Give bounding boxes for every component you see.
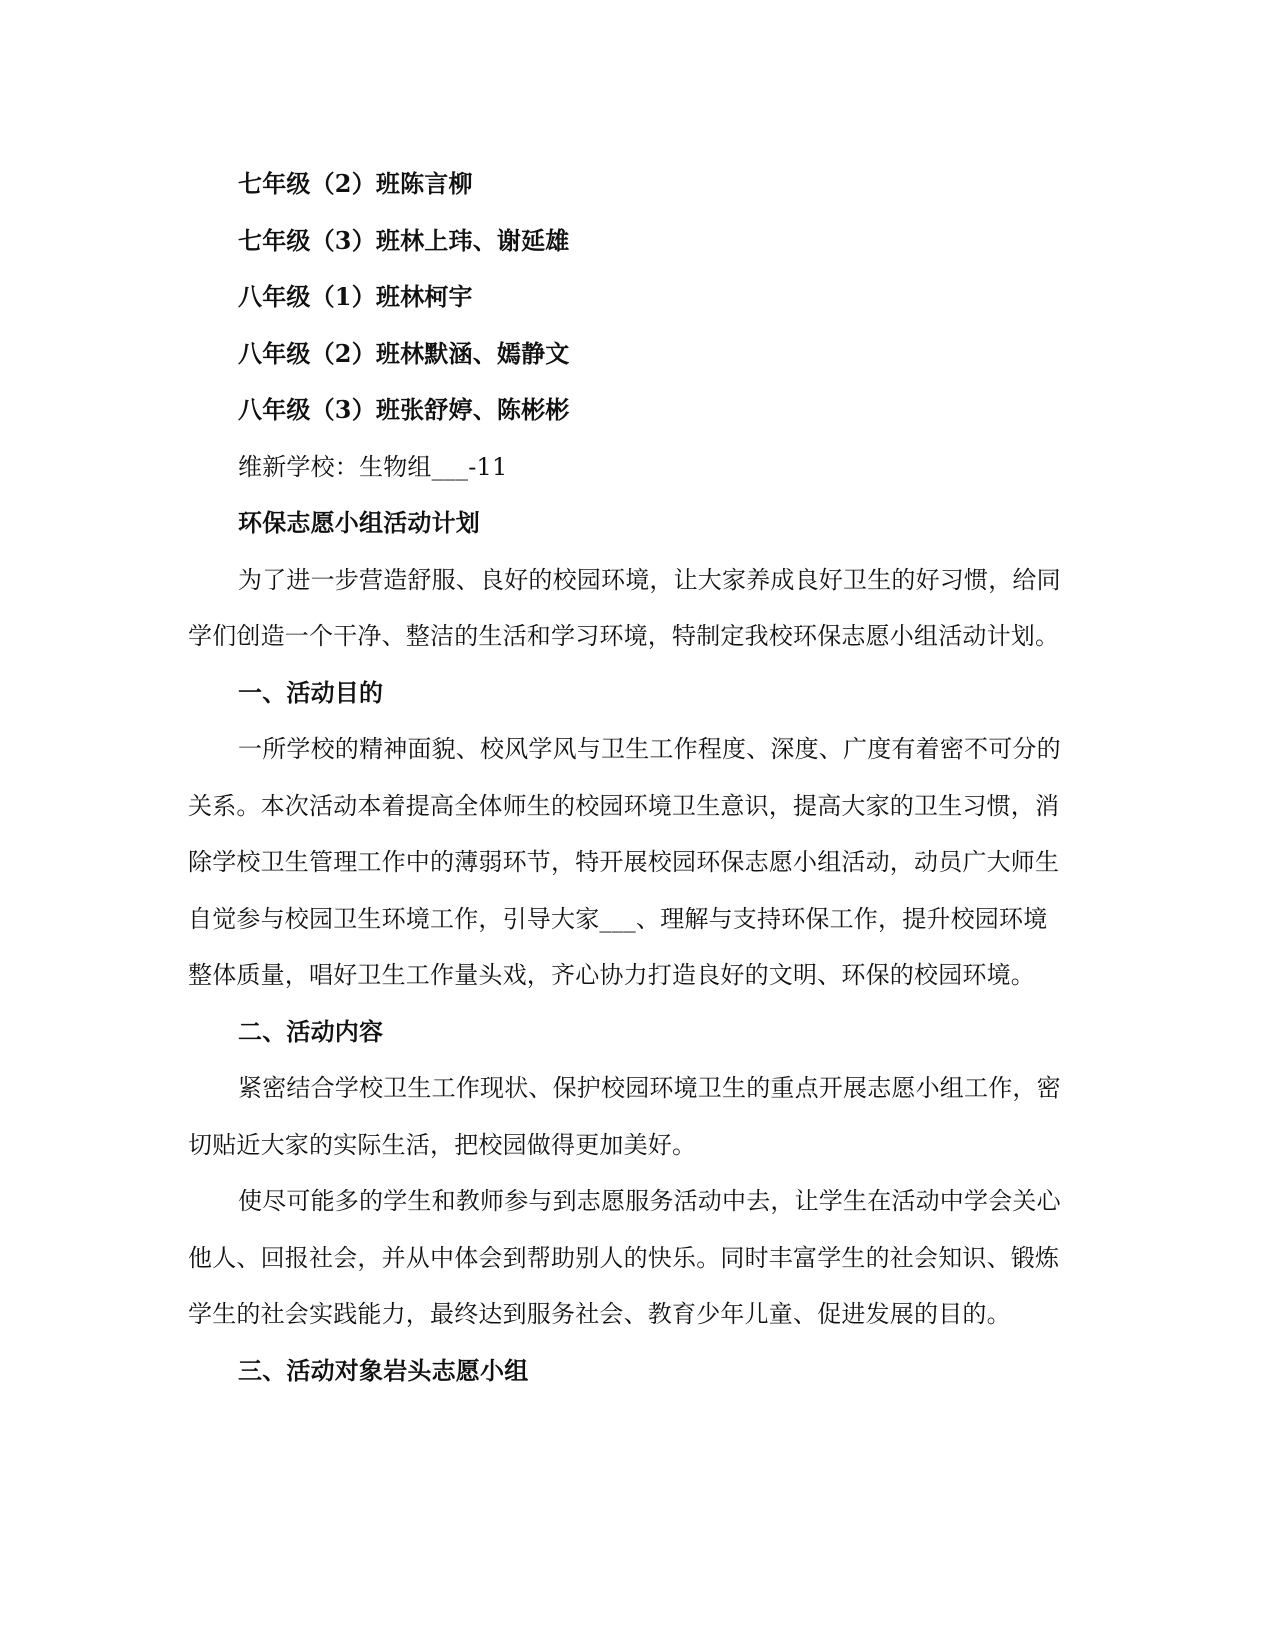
section-heading-content: 二、活动内容 [238,1017,384,1046]
school-line: 维新学校：生物组___-11 [238,453,508,481]
purpose-paragraph-line: 除学校卫生管理工作中的薄弱环节，特开展校园环保志愿小组活动，动员广大师生 [188,848,1060,876]
content-paragraph-line: 切贴近大家的实际生活，把校园做得更加美好。 [188,1131,697,1159]
content-paragraph-line: 紧密结合学校卫生工作现状、保护校园环境卫生的重点开展志愿小组工作，密 [238,1074,1061,1102]
plan-title: 环保志愿小组活动计划 [238,508,480,537]
class-list-item: 八年级（3）班张舒婷、陈彬彬 [238,395,570,424]
class-list-item: 八年级（2）班林默涵、嫣静文 [238,339,570,368]
purpose-paragraph-line: 关系。本次活动本着提高全体师生的校园环境卫生意识，提高大家的卫生习惯，消 [188,792,1060,820]
class-list-item: 八年级（1）班林柯宇 [238,282,473,311]
purpose-paragraph-line: 自觉参与校园卫生环境工作，引导大家___、理解与支持环保工作，提升校园环境 [188,905,1048,933]
intro-paragraph-line: 学们创造一个干净、整洁的生活和学习环境，特制定我校环保志愿小组活动计划。 [188,622,1060,650]
section-heading-target: 三、活动对象岩头志愿小组 [238,1356,529,1385]
class-list-item: 七年级（2）班陈言柳 [238,169,473,198]
purpose-paragraph-line: 整体质量，唱好卫生工作量头戏，齐心协力打造良好的文明、环保的校园环境。 [188,961,1035,989]
content-paragraph-line: 他人、回报社会，并从中体会到帮助别人的快乐。同时丰富学生的社会知识、锻炼 [188,1244,1060,1272]
class-list-item: 七年级（3）班林上玮、谢延雄 [238,226,570,255]
content-paragraph-line: 使尽可能多的学生和教师参与到志愿服务活动中去，让学生在活动中学会关心 [238,1187,1061,1215]
section-heading-purpose: 一、活动目的 [238,678,384,707]
intro-paragraph-line: 为了进一步营造舒服、良好的校园环境，让大家养成良好卫生的好习惯，给同 [238,566,1061,594]
purpose-paragraph-line: 一所学校的精神面貌、校风学风与卫生工作程度、深度、广度有着密不可分的 [238,735,1061,763]
content-paragraph-line: 学生的社会实践能力，最终达到服务社会、教育少年儿童、促进发展的目的。 [188,1300,1011,1328]
